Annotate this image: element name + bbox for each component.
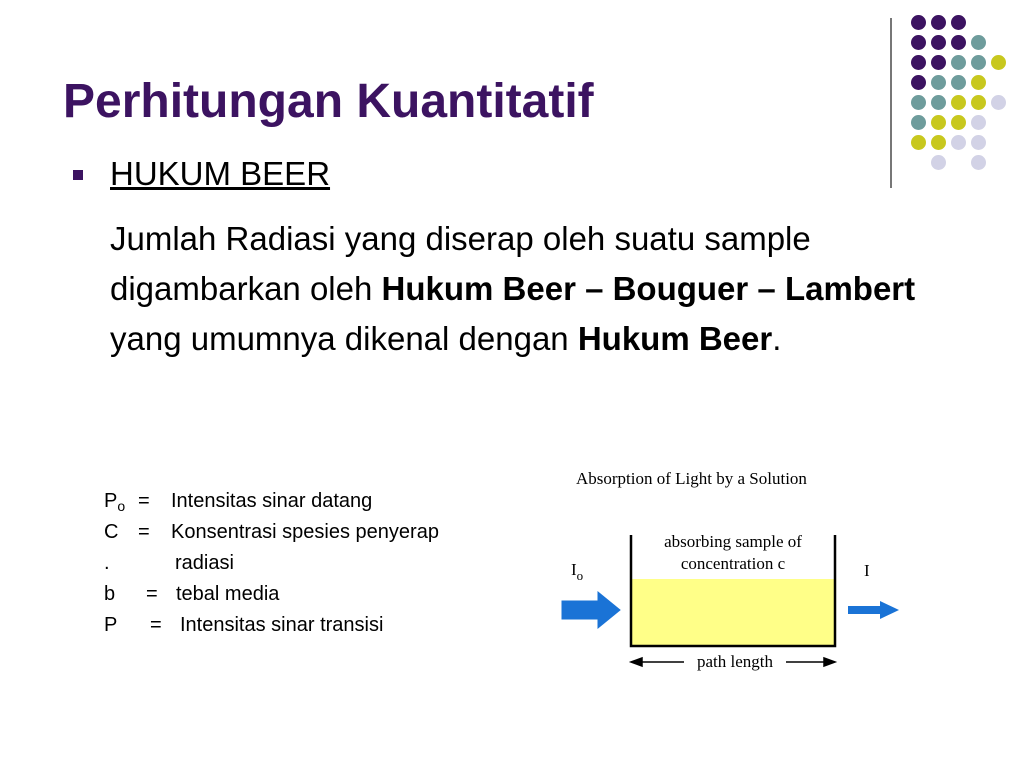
decorative-dot — [931, 135, 946, 150]
decorative-dot — [971, 115, 986, 130]
body-paragraph — [110, 214, 960, 364]
decorative-dot — [971, 135, 986, 150]
paragraph-text-3: . — [772, 320, 782, 357]
decorative-dot — [951, 35, 966, 50]
definition-symbol: $P_o$ — [104, 490, 126, 514]
decorative-dot — [911, 15, 926, 30]
paragraph-bold-1: Hukum Beer – Bouguer – Lambert — [381, 270, 916, 307]
section-heading: HUKUM BEER — [110, 155, 331, 192]
transmitted-label: I — [864, 561, 870, 580]
incident-arrow-icon — [562, 592, 620, 628]
decorative-dot — [951, 95, 966, 110]
definition-symbol: b — [104, 583, 116, 605]
decorative-dot — [931, 95, 946, 110]
decorative-dot — [931, 15, 946, 30]
decorative-dot — [931, 55, 946, 70]
decorative-dot — [951, 55, 966, 70]
definition-text: Intensitas sinar datang — [171, 490, 373, 512]
decorative-dot — [911, 115, 926, 130]
incident-label: $I_o$ — [571, 560, 584, 583]
definition-symbol: C — [104, 521, 119, 543]
transmitted-arrow-icon — [848, 601, 899, 619]
decorative-dot — [931, 115, 946, 130]
decorative-dot — [951, 75, 966, 90]
diagram-title: Absorption of Light by a Solution — [576, 469, 807, 488]
definition-equals: = — [150, 614, 162, 636]
decorative-dot — [971, 155, 986, 170]
decorative-dot — [911, 35, 926, 50]
definition-symbol: P — [104, 614, 118, 636]
decorative-dot — [931, 75, 946, 90]
definition-equals: = — [138, 490, 150, 512]
sample-label-line2: concentration c — [680, 554, 786, 573]
decorative-dot — [991, 95, 1006, 110]
decorative-dot — [991, 55, 1006, 70]
decorative-dot — [911, 135, 926, 150]
decorative-dot — [971, 95, 986, 110]
decorative-dot — [951, 115, 966, 130]
square-bullet-icon — [73, 170, 83, 180]
decorative-dot — [931, 155, 946, 170]
decorative-dot — [971, 35, 986, 50]
definition-text: tebal media — [176, 583, 280, 605]
sample-label-line1: absorbing sample of — [664, 532, 802, 551]
definition-text: radiasi — [175, 552, 234, 574]
paragraph-bold-2: Hukum Beer — [577, 320, 773, 357]
decorative-dot — [931, 35, 946, 50]
absorption-diagram — [556, 465, 916, 685]
slide-title: Perhitungan Kuantitatif — [63, 75, 594, 128]
decorative-dot — [951, 15, 966, 30]
definition-symbol: . — [104, 552, 110, 574]
definition-text: Intensitas sinar transisi — [180, 614, 384, 636]
decorative-dot — [971, 75, 986, 90]
path-length-label: path length — [696, 652, 774, 671]
paragraph-text-2: yang umumnya dikenal dengan — [110, 320, 578, 357]
decorative-dot — [911, 55, 926, 70]
decorative-divider — [890, 18, 892, 188]
decorative-dot — [951, 135, 966, 150]
paragraph-text-1: Jumlah Radiasi yang diserap oleh suatu sample digambarkan oleh — [110, 220, 811, 307]
definition-equals: = — [146, 583, 158, 605]
decorative-dot — [971, 55, 986, 70]
liquid-fill — [631, 579, 835, 646]
diagram-svg — [556, 465, 916, 685]
definition-text: Konsentrasi spesies penyerap — [171, 521, 439, 543]
definition-equals: = — [138, 521, 150, 543]
decorative-dot — [911, 75, 926, 90]
decorative-dot — [911, 95, 926, 110]
